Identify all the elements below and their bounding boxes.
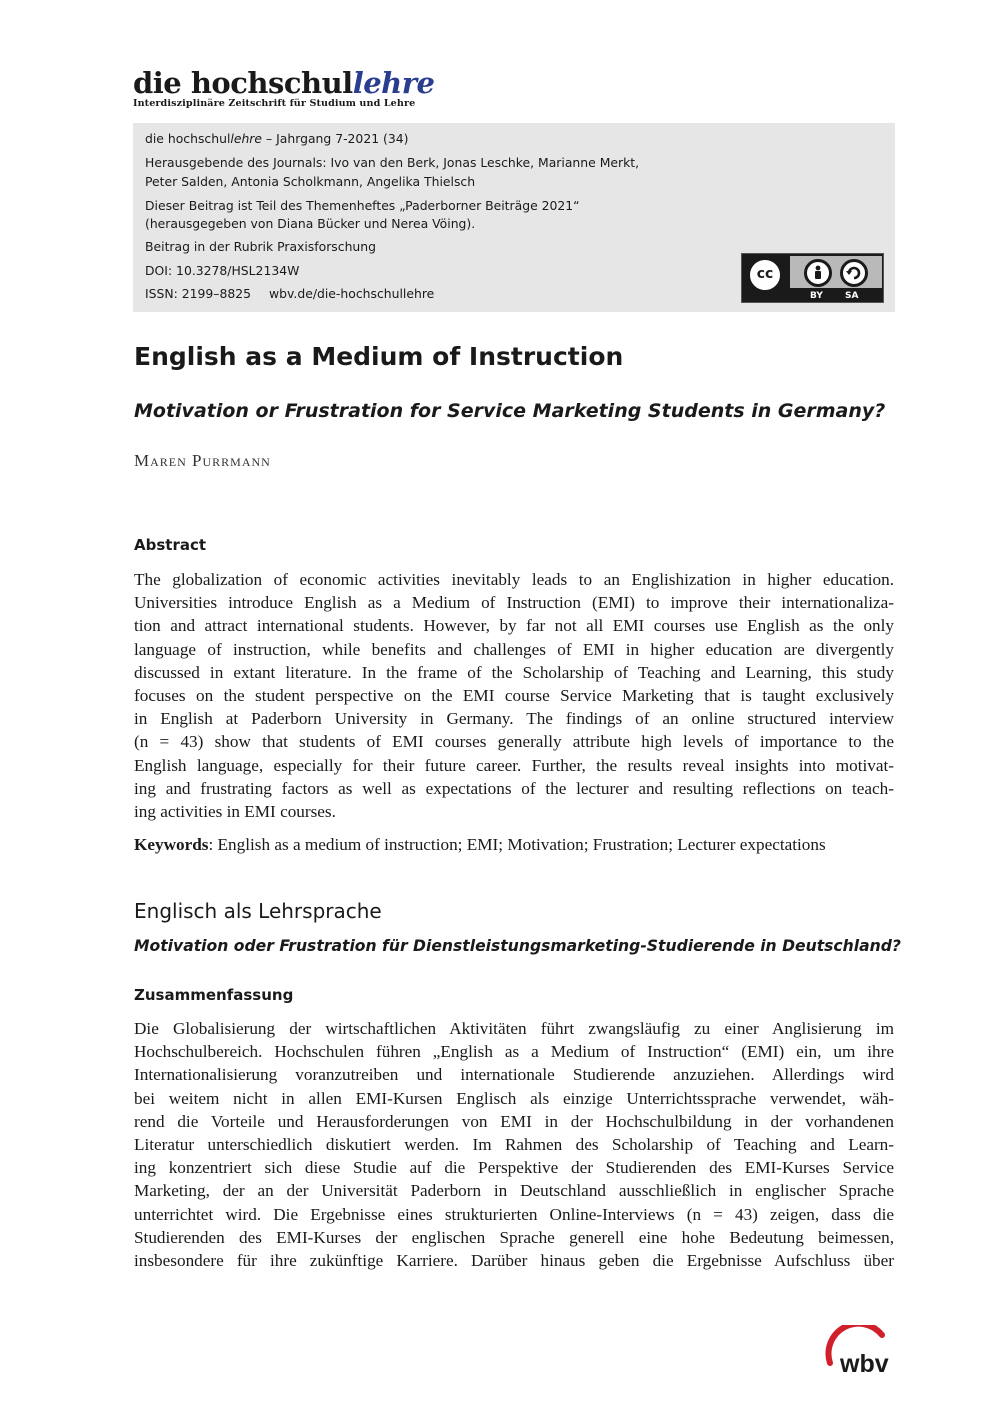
issue-line-1: Dieser Beitrag ist Teil des Themenheftes „Paderborner Beiträge 2021“ [145, 198, 580, 213]
abstract-line: English language, especially for their future career. Further, the results reveal insights into motivat- [134, 755, 894, 775]
zusammenfassung-line: rend die Vorteile und Herausforderungen von EMI in der Hochschulbildung in der vorhandenen [134, 1111, 894, 1131]
website-link[interactable]: wbv.de/die-hochschullehre [269, 286, 435, 301]
zusammenfassung-line: Literatur unterschiedlich diskutiert werden. Im Rahmen des Scholarship of Teaching and Learn- [134, 1135, 894, 1155]
license-by-label: BY [810, 291, 823, 301]
license-label-strip [790, 288, 882, 300]
zusammenfassung-line: insbesondere für ihre zukünftige Karriere. Darüber hinaus geben die Ergebnisse Aufschluss über [134, 1251, 894, 1271]
journal-masthead [133, 66, 434, 100]
german-subtitle: Motivation oder Frustration für Dienstleistungsmarketing-Studierende in Deutschland? [134, 937, 901, 955]
zusammenfassung-line: Marketing, der an der Universität Paderborn in Deutschland ausschließlich in englischer Sprache [134, 1181, 894, 1201]
zusammenfassung-line: Die Globalisierung der wirtschaftlichen Aktivitäten führt zwangsläufig zu einer Anglisierung im [134, 1019, 894, 1038]
keywords-text: : English as a medium of instruction; EMI; Motivation; Frustration; Lecturer expectations [208, 835, 826, 854]
zusammenfassung-line: ing konzentriert sich diese Studie auf die Perspektive der Studierenden des EMI-Kurses Service [134, 1158, 894, 1178]
article-title: English as a Medium of Instruction [134, 342, 624, 371]
doi-line[interactable]: DOI: 10.3278/HSL2134W [145, 263, 300, 278]
keywords-line [134, 835, 826, 855]
license-sa-label: SA [845, 291, 859, 301]
share-alike-icon [840, 259, 868, 287]
masthead-title-accent: lehre [352, 66, 435, 100]
abstract-line: ing activities in EMI courses. [134, 802, 336, 822]
abstract-line: focuses on the student perspective on the EMI course Service Marketing that is taught exclusively [134, 686, 894, 706]
journal-issue-line [145, 131, 408, 147]
abstract-heading: Abstract [134, 536, 207, 554]
attribution-person-icon [804, 259, 832, 287]
rubric-line: Beitrag in der Rubrik Praxisforschung [145, 239, 376, 254]
abstract-line: ing and frustrating factors as well as expectations of the lecturer and resulting reflections on teach- [134, 778, 894, 798]
keywords-label: Keywords [134, 835, 209, 854]
abstract-line: in English at Paderborn University in Germany. The findings of an online structured interview [134, 709, 894, 729]
zusammenfassung-line: bei weitem nicht in allen EMI-Kursen Englisch als einzige Unterrichtssprache verwendet, wäh- [134, 1088, 894, 1108]
publication-info-box [133, 123, 895, 312]
abstract-line: discussed in extant literature. In the frame of the Scholarship of Teaching and Learning, this study [134, 662, 894, 682]
masthead-subtitle: Interdisziplinäre Zeitschrift für Studium und Lehre [133, 98, 416, 109]
abstract-body [134, 568, 894, 823]
issn: ISSN: 2199–8825 [145, 286, 252, 301]
abstract-line: language of instruction, while benefits and challenges of EMI in higher education are divergently [134, 639, 894, 659]
abstract-line: tion and attract international students. However, by far not all EMI courses use English as the only [134, 616, 894, 636]
abstract-line: (n = 43) show that students of EMI courses generally attribute high levels of importance to the [134, 732, 894, 752]
zusammenfassung-line: unterrichtet wird. Die Ergebnisse eines strukturierten Online-Interviews (n = 43) zeigen, dass die [134, 1204, 894, 1224]
zusammenfassung-line: Studierenden des EMI-Kurses der englischen Sprache generell eine hohe Bedeutung beimessen, [134, 1227, 894, 1247]
journal-issue: – Jahrgang 7-2021 (34) [262, 131, 409, 146]
masthead-title-main: die hochschul [133, 66, 353, 100]
zusammenfassung-line: Hochschulbereich. Hochschulen führen „English as a Medium of Instruction“ (EMI) ein, um ihre [134, 1042, 894, 1062]
editors-line-2: Peter Salden, Antonia Scholkmann, Angelika Thielsch [145, 174, 476, 189]
zusammenfassung-body [134, 1017, 894, 1272]
issn-line [145, 286, 434, 302]
abstract-line: The globalization of economic activities inevitably leads to an Englishization in higher education. [134, 570, 894, 589]
zusammenfassung-line: Internationalisierung voranzutreiben und internationale Studierende anzuziehen. Allerdings wird [134, 1065, 894, 1085]
creative-commons-icon: cc [747, 257, 783, 293]
journal-name-prefix: die hochschul [145, 131, 231, 146]
wbv-logo-text: wbv [840, 1350, 889, 1378]
german-title: Englisch als Lehrsprache [134, 899, 382, 923]
wbv-publisher-logo [820, 1325, 900, 1381]
article-subtitle: Motivation or Frustration for Service Marketing Students in Germany? [134, 400, 886, 422]
journal-name-accent: lehre [230, 131, 263, 146]
article-author: Maren Purrmann [134, 451, 271, 470]
editors-line-1: Herausgebende des Journals: Ivo van den Berk, Jonas Leschke, Marianne Merkt, [145, 155, 640, 170]
cc-by-sa-license-badge[interactable] [741, 253, 884, 303]
abstract-line: Universities introduce English as a Medium of Instruction (EMI) to improve their internationaliza- [134, 593, 894, 613]
issue-line-2: (herausgegeben von Diana Bücker und Nerea Vöing). [145, 216, 476, 231]
zusammenfassung-heading: Zusammenfassung [134, 986, 294, 1004]
